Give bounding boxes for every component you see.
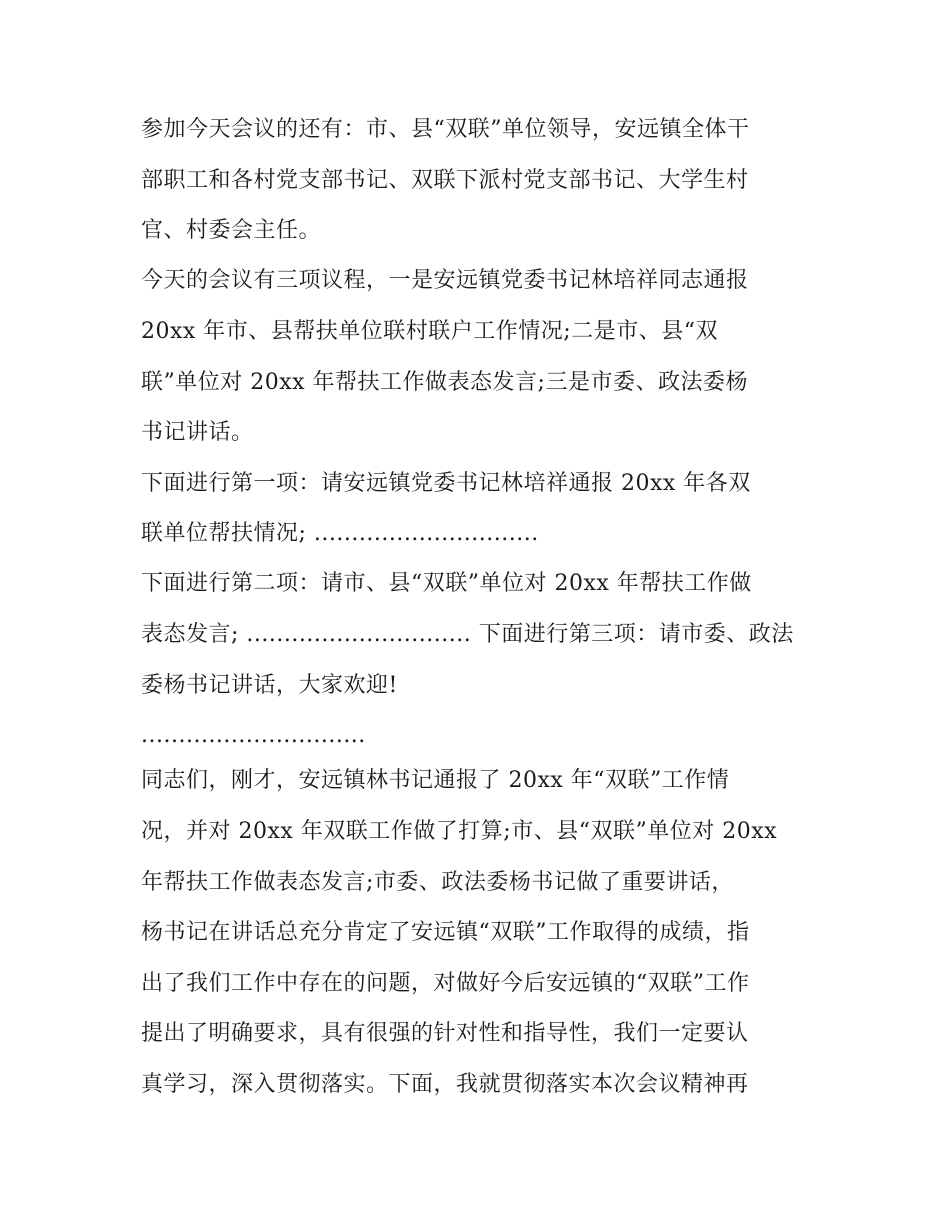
text-line: 年帮扶工作做表态发言;市委、政法委杨书记做了重要讲话，: [141, 870, 734, 895]
text-line: 况，并对 20xx 年双联工作做了打算;市、县“双联”单位对 20xx: [141, 819, 778, 844]
text-line: 今天的会议有三项议程，一是安远镇党委书记林培祥同志通报: [141, 268, 749, 293]
text-line: ..............................: [141, 723, 366, 748]
text-line: 表态发言; .............................. 下面进行第三项：请市委、政法: [141, 622, 794, 647]
text-line: 参加今天会议的还有：市、县“双联”单位领导，安远镇全体干: [141, 117, 750, 142]
text-line: 杨书记在讲话总充分肯定了安远镇“双联”工作取得的成绩，指: [141, 920, 750, 945]
text-line: 部职工和各村党支部书记、双联下派村党支部书记、大学生村: [141, 168, 749, 193]
text-line: 提出了明确要求，具有很强的针对性和指导性，我们一定要认: [141, 1021, 749, 1046]
text-line: 下面进行第二项：请市、县“双联”单位对 20xx 年帮扶工作做: [141, 571, 752, 596]
text-line: 出了我们工作中存在的问题，对做好今后安远镇的“双联”工作: [141, 971, 750, 996]
text-line: 20xx 年市、县帮扶单位联村联户工作情况;二是市、县“双: [141, 319, 718, 344]
text-line: 联”单位对 20xx 年帮扶工作做表态发言;三是市委、政法委杨: [141, 370, 748, 395]
text-line: 委杨书记讲话，大家欢迎!: [141, 673, 398, 698]
text-line: 下面进行第一项：请安远镇党委书记林培祥通报 20xx 年各双: [141, 471, 751, 496]
text-line: 真学习，深入贯彻落实。下面，我就贯彻落实本次会议精神再: [141, 1072, 749, 1097]
text-line: 同志们，刚才，安远镇林书记通报了 20xx 年“双联”工作情: [141, 768, 730, 793]
text-line: 联单位帮扶情况; ..............................: [141, 521, 539, 546]
text-line: 书记讲话。: [141, 420, 254, 445]
text-line: 官、村委会主任。: [141, 218, 322, 243]
